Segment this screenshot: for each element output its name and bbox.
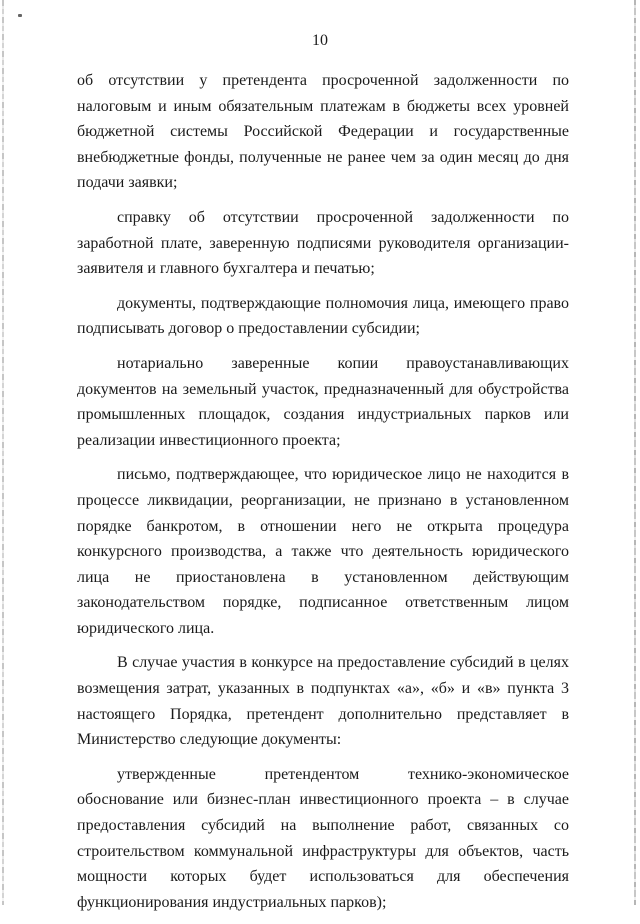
scan-speck bbox=[18, 14, 22, 17]
scan-edge-right bbox=[634, 0, 636, 905]
paragraph-1: об отсутствии у претендента просроченной задолженности по налоговым и иным обязательным платежам в бюджеты всех уровней бюджетной системы Российской Федерации и государственные внебюджетные фонды, полученные не ранее чем за один месяц до дня подачи заявки; bbox=[77, 72, 569, 192]
paragraph-3: документы, подтверждающие полномочия лица, имеющего право подписывать договор о предоставлении субсидии; bbox=[77, 294, 569, 338]
paragraph-6: В случае участия в конкурсе на предоставление субсидий в целях возмещения затрат, указанных в подпунктах «а», «б» и «в» пункта 3 настоящего Порядка, претендент дополнительно представляет в Министерство следующие документы: bbox=[77, 654, 569, 749]
scan-edge-left bbox=[2, 0, 4, 905]
paragraph-4: нотариально заверенные копии правоустанавливающих документов на земельный участок, предназначенный для обустройства промышленных площадок, создания индустриальных парков или реализации инвестиционного проекта; bbox=[77, 354, 569, 449]
paragraph-5: письмо, подтверждающее, что юридическое лицо не находится в процессе ликвидации, реорганизации, не признано в установленном порядке банкротом, в отношении него не открыта процедура конкурсного производства, а также что деятельность юридического лица не приостановлена в установленном действующим законодательством порядке, подписанное ответственным лицом юридического лица. bbox=[77, 466, 569, 637]
document-body bbox=[77, 68, 569, 924]
page-number: 10 bbox=[312, 32, 328, 49]
paragraph-7: утвержденные претендентом технико-экономическое обоснование или бизнес-план инвестиционного проекта – в случае предоставления субсидий на выполнение работ, связанных со строительством коммунальной инфраструктуры для объектов, часть мощности которых будет использоваться для обеспечения функционирования индустриальных парков); bbox=[77, 765, 569, 911]
paragraph-2: справку об отсутствии просроченной задолженности по заработной плате, заверенную подписями руководителя организации-заявителя и главного бухгалтера и печатью; bbox=[77, 208, 569, 278]
